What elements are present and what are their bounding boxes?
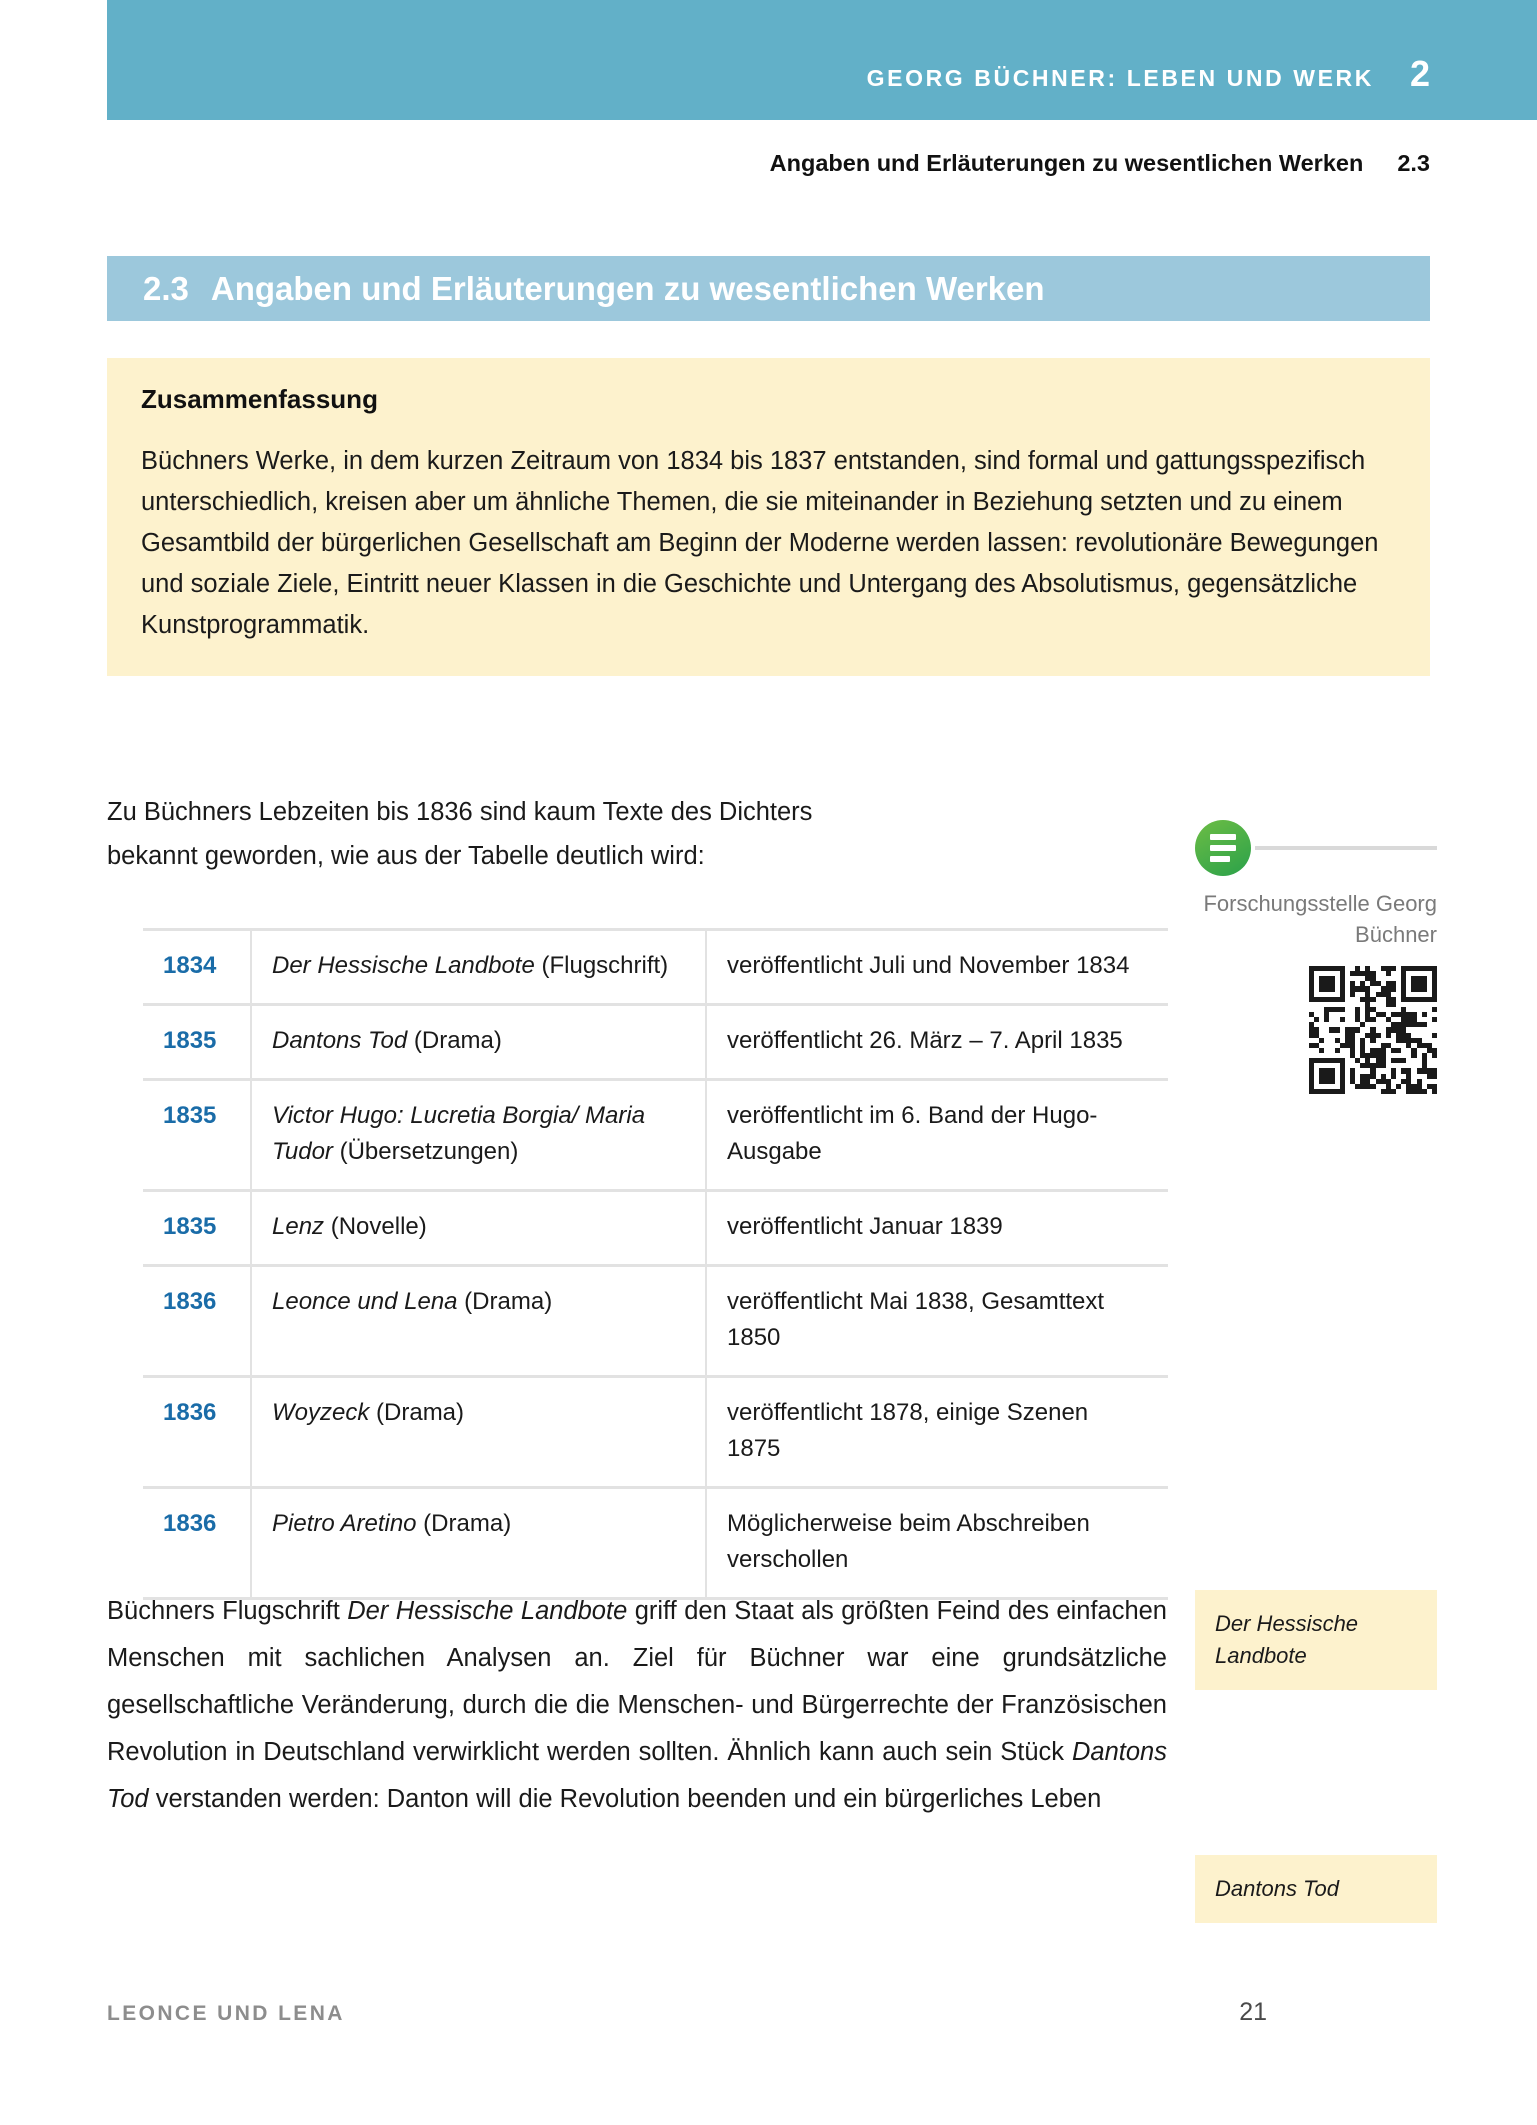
- year-value: 1836: [163, 1288, 217, 1315]
- year-value: 1834: [163, 952, 217, 979]
- year-value: 1835: [163, 1213, 217, 1240]
- work-title: Der Hessische Landbote: [272, 952, 535, 979]
- cell-publication: veröffentlicht Mai 1838, Gesamttext 1850: [727, 1288, 1105, 1351]
- cell-year: [143, 1266, 251, 1377]
- cell-publication: veröffentlicht im 6. Band der Hugo-Ausgabe: [727, 1102, 1098, 1165]
- cell-work: [251, 930, 706, 1005]
- cell-publication: Möglicherweise beim Abschreiben verschollen: [727, 1510, 1090, 1573]
- summary-text: Büchners Werke, in dem kurzen Zeitraum von 1834 bis 1837 entstanden, sind formal und gattungsspezifisch unterschiedlich, kreisen aber um ähnliche Themen, die sie miteinander in Beziehung setzten und zu einem Gesamtbild der bürgerlichen Gesellschaft am Beginn der Moderne werden lassen: revolutionäre Bewegungen und soziale Ziele, Eintritt neuer Klassen in die Geschichte und Untergang des Absolutismus, gegensätzliche Kunstprogrammatik.: [141, 447, 1379, 639]
- cell-work: [251, 1005, 706, 1080]
- table-row: [143, 1191, 1168, 1266]
- work-title: Woyzeck: [272, 1399, 370, 1426]
- body-emphasis-2: Dantons Tod: [107, 1738, 1167, 1813]
- running-head-chapter-number: 2: [1409, 53, 1430, 94]
- page-footer: [107, 1998, 1267, 2027]
- running-head-subtitle-text: Angaben und Erläuterungen zu wesentlichen Werken: [769, 150, 1364, 176]
- body-part-1: Büchners Flugschrift: [107, 1597, 348, 1625]
- research-sidebar: [1195, 820, 1437, 1094]
- cell-year: [143, 1377, 251, 1488]
- work-genre: (Novelle): [324, 1213, 427, 1240]
- cell-year: [143, 1191, 251, 1266]
- qr-code[interactable]: [1309, 966, 1437, 1094]
- cell-work: [251, 1080, 706, 1191]
- table-row: [143, 1266, 1168, 1377]
- footer-book-title: LEONCE UND LENA: [107, 2002, 345, 2025]
- section-title: Angaben und Erläuterungen zu wesentlichen Werken: [210, 269, 1045, 307]
- year-value: 1835: [163, 1027, 217, 1054]
- work-title: Pietro Aretino: [272, 1510, 417, 1537]
- year-value: 1836: [163, 1510, 217, 1537]
- table-row: [143, 1005, 1168, 1080]
- cell-work: [251, 1191, 706, 1266]
- body-part-3: verstanden werden: Danton will die Revolution beenden und ein bürgerliches Leben: [148, 1785, 1102, 1813]
- cell-year: [143, 1080, 251, 1191]
- margin-note-dantons-tod: Dantons Tod: [1195, 1855, 1437, 1923]
- cell-publication: veröffentlicht Januar 1839: [727, 1213, 1003, 1240]
- work-genre: (Flugschrift): [534, 952, 669, 979]
- works-table-body: [143, 930, 1168, 1599]
- table-row: [143, 1080, 1168, 1191]
- work-genre: (Drama): [457, 1288, 553, 1315]
- body-part-2: griff den Staat als größten Feind des einfachen Menschen mit sachlichen Analysen an. Ziel für Büchner war eine grundsätzliche gesellschaftliche Veränderung, durch die die Menschen- und Bürgerrechte der Französischen Revolution in Deutschland verwirklicht werden sollten. Ähnlich kann auch sein Stück: [107, 1597, 1167, 1766]
- table-row: [143, 930, 1168, 1005]
- table-row: [143, 1377, 1168, 1488]
- research-rule: [1255, 846, 1437, 850]
- summary-box: [107, 358, 1430, 676]
- section-title-content: [107, 270, 1045, 308]
- cell-year: [143, 1488, 251, 1599]
- qr-code-wrapper: [1195, 966, 1437, 1094]
- works-table: [143, 928, 1168, 1600]
- research-icon-row: [1195, 820, 1437, 876]
- work-title: Lenz: [272, 1213, 325, 1240]
- cell-publication: veröffentlicht 1878, einige Szenen 1875: [727, 1399, 1089, 1462]
- work-genre: (Drama): [407, 1027, 502, 1054]
- running-head-subtitle: [770, 150, 1430, 177]
- research-label: Forschungsstelle Georg Büchner: [1203, 891, 1437, 947]
- cell-work: [251, 1488, 706, 1599]
- work-title: Leonce und Lena: [272, 1288, 458, 1315]
- work-genre: (Drama): [416, 1510, 512, 1537]
- body-paragraph: [107, 1588, 1167, 1823]
- year-value: 1835: [163, 1102, 217, 1129]
- cell-work: [251, 1266, 706, 1377]
- running-head-chapter-title: GEORG BÜCHNER: LEBEN UND WERK: [866, 65, 1374, 91]
- cell-year: [143, 930, 251, 1005]
- work-genre: (Übersetzungen): [332, 1138, 519, 1165]
- cell-year: [143, 1005, 251, 1080]
- summary-heading: Zusammenfassung: [141, 384, 378, 414]
- work-genre: (Drama): [369, 1399, 465, 1426]
- intro-paragraph: Zu Büchners Lebzeiten bis 1836 sind kaum Texte des Dichters bekannt geworden, wie aus der Tabelle deutlich wird:: [107, 798, 813, 870]
- cell-work: [251, 1377, 706, 1488]
- work-title: Dantons Tod: [272, 1027, 408, 1054]
- running-head-content: [866, 53, 1430, 94]
- year-value: 1836: [163, 1399, 217, 1426]
- section-number: 2.3: [143, 269, 189, 307]
- cell-publication: veröffentlicht 26. März – 7. April 1835: [727, 1027, 1123, 1054]
- section-title-bar: [107, 256, 1430, 321]
- document-lines-icon: [1195, 820, 1251, 876]
- margin-note-hessische-landbote: Der Hessische Landbote: [1195, 1590, 1437, 1690]
- footer-page-number: 21: [1239, 1998, 1267, 2026]
- running-head-subtitle-number: 2.3: [1397, 150, 1430, 176]
- table-row: [143, 1488, 1168, 1599]
- cell-publication: veröffentlicht Juli und November 1834: [727, 952, 1130, 979]
- work-title: Victor Hugo: Lucretia Borgia/ Maria Tudor: [272, 1102, 646, 1165]
- body-emphasis-1: Der Hessische Landbote: [347, 1597, 628, 1625]
- running-head-band: [107, 0, 1537, 120]
